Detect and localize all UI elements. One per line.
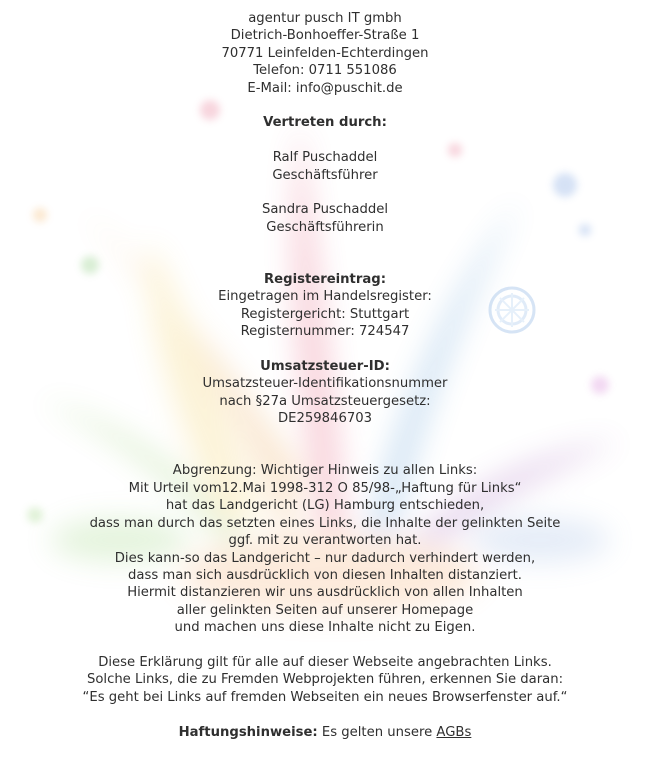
links-note-line: Solche Links, die zu Fremden Webprojekten führen, erkennen Sie daran: [86,672,564,688]
company-name: agentur pusch IT gmbh [248,11,402,26]
company-city: 70771 Leinfelden-Echterdingen [221,45,429,61]
vat-line: Umsatzsteuer-Identifikationsnummer [202,376,448,392]
disclaimer-line: ggf. mit zu verantworten hat. [228,533,422,549]
vat-line: nach §27a Umsatzsteuergesetz: [219,393,431,409]
disclaimer-line: Mit Urteil vom12.Mai 1998-312 O 85/98-„Haftung für Links“ [128,480,522,496]
liability-label: Haftungshinweise: [178,724,318,740]
disclaimer-line: Hiermit distanzieren wir uns ausdrücklich von allen Inhalten [127,585,523,601]
disclaimer-line: dass man durch das setzten eines Links, die Inhalte der gelinkten Seite [89,515,561,531]
register-line: Registergericht: Stuttgart [240,306,410,322]
disclaimer-line: Dies kann-so das Landgericht – nur dadurch verhindert werden, [114,550,536,566]
company-phone: Telefon: 0711 551086 [253,63,397,79]
register-line: Registernummer: 724547 [240,324,410,340]
register-heading: Registereintrag: [264,272,386,288]
disclaimer-line: hat das Landgericht (LG) Hamburg entschieden, [165,498,485,514]
person-role: Geschäftsführerin [266,219,384,235]
person-role: Geschäftsführer [272,167,378,183]
disclaimer-line: dass man sich ausdrücklich von diesen Inhalten distanziert. [128,567,522,583]
company-street: Dietrich-Bonhoeffer-Straße 1 [230,28,420,44]
vat-heading: Umsatzsteuer-ID: [260,359,390,375]
person-name: Ralf Puschaddel [272,150,378,166]
vat-line: DE259846703 [278,411,372,427]
agb-link[interactable]: AGBs [436,724,472,740]
person-name: Sandra Puschaddel [261,202,389,218]
links-note-line: Diese Erklärung gilt für alle auf dieser Webseite angebrachten Links. [98,654,552,670]
register-line: Eingetragen im Handelsregister: [218,289,432,305]
represented-heading: Vertreten durch: [263,115,387,131]
disclaimer-line: aller gelinkten Seiten auf unserer Homepage [176,602,474,618]
liability-line [0,724,650,741]
links-note-line: “Es geht bei Links auf fremden Webseiten ein neues Browserfenster auf.“ [82,689,568,705]
disclaimer-line: Abgrenzung: Wichtiger Hinweis zu allen Links: [172,463,478,479]
disclaimer-line: und machen uns diese Inhalte nicht zu Eigen. [174,620,476,636]
company-email: E-Mail: info@puschit.de [247,80,403,96]
liability-text: Es gelten unsere [321,724,433,740]
imprint-content [0,10,650,741]
